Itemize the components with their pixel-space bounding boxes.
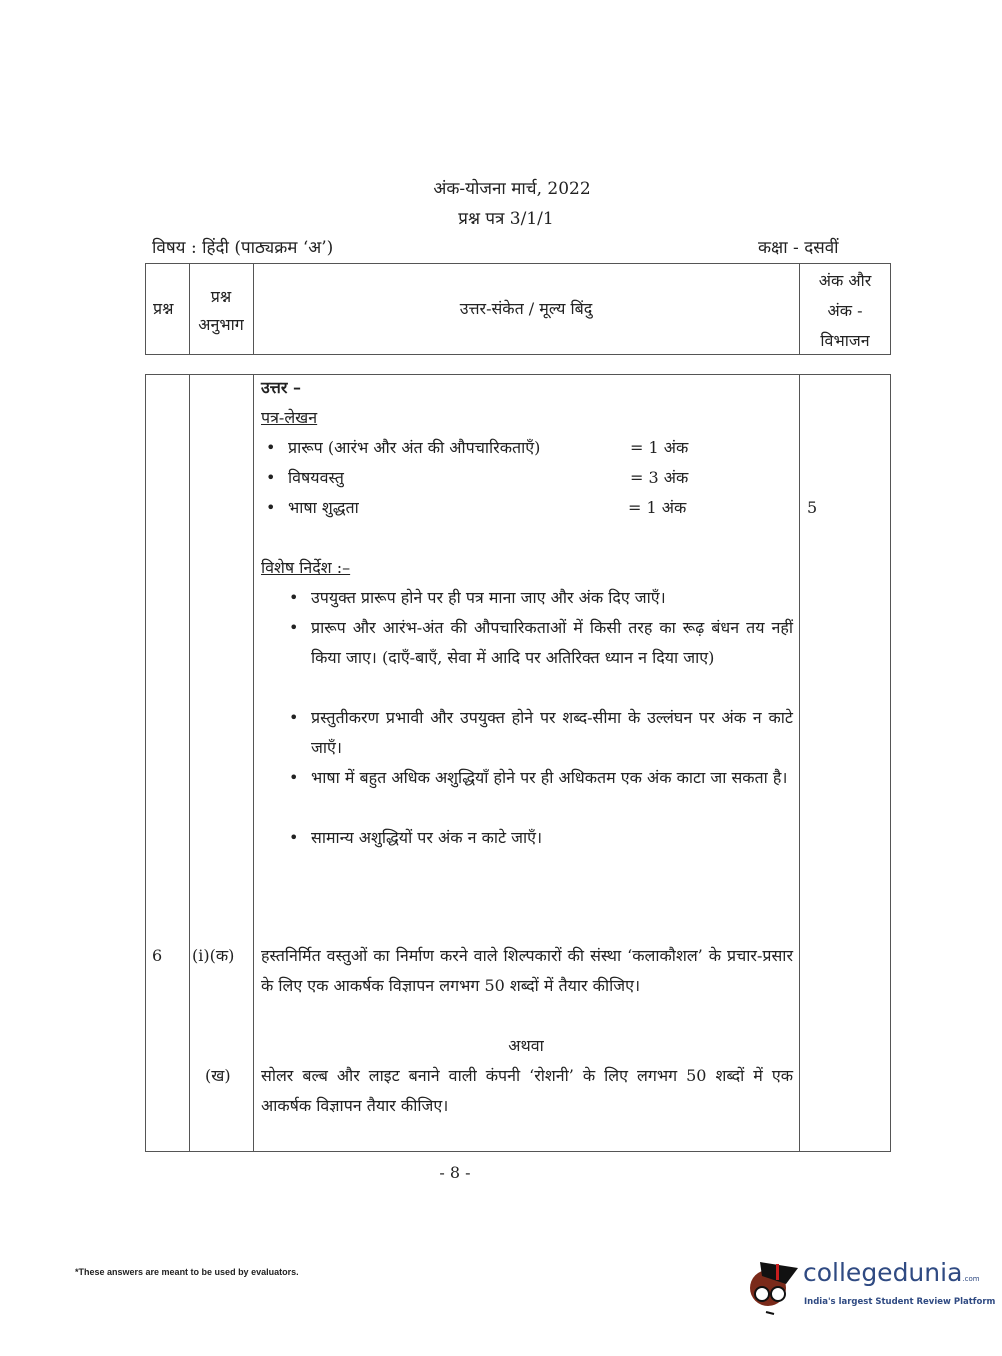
note: • सामान्य अशुद्धियों पर अंक न काटे जाएँ। [311, 823, 793, 853]
page-number: - 8 - [439, 1163, 471, 1182]
or-label: अथवा [508, 1036, 544, 1055]
disclaimer: *These answers are meant to be used by evaluators. [75, 1267, 299, 1277]
note: • प्रारूप और आरंभ-अंत की औपचारिकताओं में किसी तरह का रूढ़ बंधन तय नहीं किया जाए। (दाएँ-बाएँ, सेवा में आदि पर अतिरिक्त ध्यान न दिया जाए) [311, 613, 793, 673]
part-a-text: हस्तनिर्मित वस्तुओं का निर्माण करने वाले शिल्पकारों की संस्था ‘कलाकौशल’ के प्रचार-प्रसार के लिए एक आकर्षक विज्ञापन लगभग 50 शब्दों में तैयार कीजिए। [261, 946, 793, 995]
part-b-label: (ख) [205, 1066, 231, 1085]
note: • भाषा में बहुत अधिक अशुद्धियाँ होने पर ही अधिकतम एक अंक काटा जा सकता है। [311, 763, 793, 793]
mascot-icon [742, 1250, 804, 1316]
collegedunia-logo [742, 1250, 804, 1320]
mark-value: = 3 अंक [630, 468, 689, 487]
answer-heading: उत्तर – [261, 378, 301, 397]
note: • उपयुक्त प्रारूप होने पर ही पत्र माना जाए और अंक दिए जाएँ। [311, 583, 793, 613]
total-marks: 5 [807, 498, 818, 517]
col-marks: अंक और अंक - विभाजन [818, 271, 872, 350]
mark-item: • प्रारूप (आरंभ और अंत की औपचारिकताएँ) [288, 433, 540, 463]
mark-value: = 1 अंक [630, 438, 689, 457]
part-b-text: सोलर बल्ब और लाइट बनाने वाली कंपनी ‘रोशनी’ के लिए लगभग 50 शब्दों में एक आकर्षक विज्ञापन तैयार कीजिए। [261, 1066, 793, 1115]
col-question: प्रश्न [153, 299, 174, 318]
class: कक्षा - दसवीं [758, 238, 839, 258]
paper-code: प्रश्न पत्र 3/1/1 [458, 209, 554, 229]
mark-value: = 1 अंक [628, 498, 687, 517]
note: • प्रस्तुतीकरण प्रभावी और उपयुक्त होने पर शब्द-सीमा के उल्लंघन पर अंक न काटे जाएँ। [311, 703, 793, 763]
part-a-label: (i)(क) [192, 946, 235, 965]
letter-writing: पत्र-लेखन [261, 408, 318, 427]
col-section: प्रश्न अनुभाग [198, 287, 244, 334]
subject: विषय : हिंदी (पाठ्यक्रम ‘अ’) [152, 238, 334, 258]
mark-item: • विषयवस्तु [288, 463, 344, 493]
col-answer: उत्तर-संकेत / मूल्य बिंदु [459, 299, 593, 318]
notes-heading: विशेष निर्देश :– [261, 558, 351, 577]
doc-title: अंक-योजना मार्च, 2022 [433, 179, 591, 199]
logo-tagline: India's largest Student Review Platform [804, 1297, 996, 1307]
logo-text: collegedunia.com [803, 1258, 980, 1287]
mark-item: • भाषा शुद्धता [288, 493, 359, 523]
question-number: 6 [152, 946, 163, 965]
